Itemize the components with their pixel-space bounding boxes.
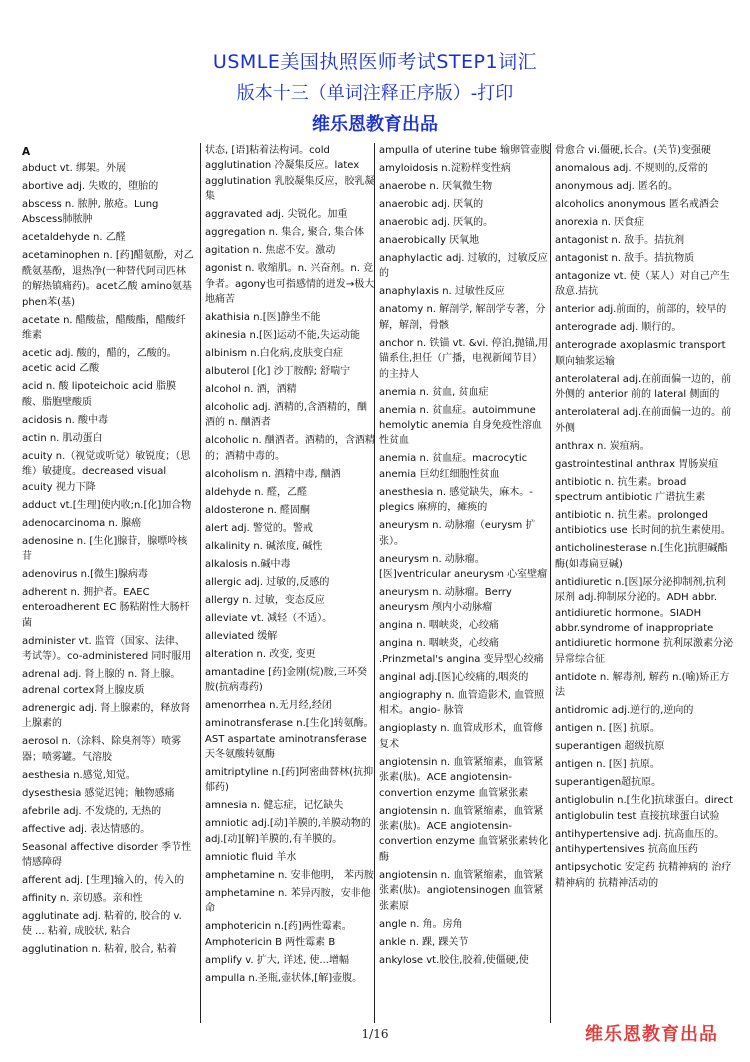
glossary-entry: antiglobulin n.[生化]抗球蛋白。direct antiglobulin test 直接抗球蛋白试验 [555,795,734,822]
glossary-column-1 [22,143,194,1023]
glossary-entry: angiotensin n. 血管紧缩素，血管紧张素(肽)。ACE angiotensin-convertion enzyme 血管紧张素转化酶 [379,805,549,863]
glossary-entry: Seasonal affective disorder 季节性情感障碍 [22,841,192,868]
glossary-entry: ankle n. 踝, 踝关节 [379,936,469,948]
glossary-entry: superantigen 超级抗原 [555,741,665,753]
glossary-entry: 骨愈合 vi.僵硬,长合。(关节)变强硬 [555,145,712,156]
glossary-entry: anterior adj.前面的，前部的，较早的 [555,304,727,316]
glossary-entry: adduct vt.[生理]使内收;n.[化]加合物 [22,499,192,511]
glossary-entry: anaphylaxis n. 过敏性反应 [379,286,505,298]
glossary-entry: anemia n. 贫血, 贫血症 [379,386,489,398]
glossary-entry: abscess n. 脓肿, 脓疮。Lung Abscess肺脓肿 [22,199,159,226]
glossary-entry: alcoholics anonymous 匿名戒酒会 [555,199,719,210]
glossary-entry: aerosol n.（涂料、除臭剂等）喷雾器；喷雾罐。气溶胶 [22,736,182,763]
glossary-entry: adenovirus n.[微生]腺病毒 [22,569,148,581]
glossary-entry: aggravated adj. 尖锐化。加重 [205,209,348,221]
glossary-entry: acidosis n. 酸中毒 [22,414,108,426]
glossary-entry: antipsychotic 安定药 抗精神病的 治疗精神病的 抗精神活动的 [555,862,732,889]
glossary-entry: amnesia n. 健忘症，记忆缺失 [205,800,344,812]
glossary-entry: alkalinity n. 碱浓度, 碱性 [205,540,323,552]
glossary-entry: anorexia n. 厌食症 [555,217,645,228]
glossary-entry: anaphylactic adj. 过敏的，过敏反应的 [379,253,548,280]
glossary-entry: adrenal adj. 肾上腺的 n. 肾上腺。adrenal cortex肾上腺皮质 [22,669,181,696]
glossary-entry: angina n. 咽峡炎，心绞痛 [379,620,499,632]
glossary-entry: angiography n. 血管造影术, 血管照相术。angio- 脉管 [379,689,545,717]
glossary-entry: anemia n. 贫血症。autoimmune hemolytic anemia 自身免疫性溶血性贫血 [379,404,542,447]
glossary-entry: alteration n. 改变, 变更 [205,648,316,660]
glossary-entry: adherent n. 拥护者。EAEC enteroadherent EC 肠粘附性大肠杆菌 [22,587,190,629]
glossary-entry: acuity n.（视觉或听觉）敏锐度；（思维）敏捷度。decreased visual acuity 视力下降 [22,450,191,493]
glossary-entry: aesthesia n.感觉,知觉。 [22,769,136,781]
glossary-entry: aneurysm n. 动脉瘤。[医]ventricular aneurysm 心室壁瘤 [379,553,548,581]
glossary-entry: amenorrhea n.无月经,经闭 [205,700,332,712]
glossary-entry: alkalosis n.碱中毒 [205,558,291,570]
glossary-entry: angle n. 角。房角 [379,918,463,930]
glossary-entry: anomalous adj. 不规则的,反常的 [555,163,708,174]
glossary-entry: alcohol n. 酒，酒精 [205,384,297,396]
glossary-entry: albuterol [化] 沙丁胺醇; 舒喘宁 [205,366,351,378]
glossary-columns [22,143,734,1023]
glossary-entry: acetate n. 醋酸盐，醋酸酯，醋酸纤维素 [22,314,186,342]
glossary-entry: antibiotic n. 抗生素。prolonged antibiotics use 长时间的抗生素使用。 [555,510,731,537]
glossary-entry: anatomy n. 解剖学, 解剖学专著，分解，解剖，骨骸 [379,304,546,331]
glossary-entry: adenosine n. [生化]腺苷，腺嘌呤核苷 [22,535,188,563]
glossary-entry: anterograde adj. 顺行的。 [555,322,682,334]
glossary-entry: gastrointestinal anthrax 胃肠炭疽 [555,458,719,470]
glossary-entry: anterolateral adj.在前面偏一边的，前外侧的 anterior 前的 lateral 侧面的 [555,373,732,401]
glossary-entry: alcoholic n. 酗酒者。酒精的，含酒精的；酒精中毒的。 [205,435,375,462]
glossary-entry: akathisia n.[医]静坐不能 [205,312,321,324]
glossary-entry: administer vt. 监管（国家、法律、考试等）。co-administered 同时服用 [22,635,192,663]
glossary-entry: amitriptyline n.[药]阿密曲替林(抗抑郁药) [205,767,374,794]
glossary-entry: afebrile adj. 不发烧的, 无热的 [22,805,162,817]
document-title: USMLE美国执照医师考试STEP1词汇 [212,51,538,73]
glossary-entry: acid n. 酸 lipoteichoic acid 脂膜酸、脂胞壁酸质 [22,381,177,408]
glossary-entry: amphetamine n. 安非他明， 苯丙胺 [205,869,374,881]
glossary-entry: alcoholic adj. 酒精的,含酒精的，酗酒的 n. 酗酒者 [205,402,368,429]
glossary-entry: anaerobe n. 厌氧微生物 [379,181,493,192]
glossary-entry: angiotensin n. 血管紧缩素，血管紧张素(肽)。angiotensinogen 血管紧张素原 [379,869,544,912]
glossary-entry: anonymous adj. 匿名的。 [555,181,679,192]
glossary-entry: amyloidosis n.淀粉样变性病 [379,163,511,174]
glossary-entry: antagonize vt. 使（某人）对自己产生敌意.拮抗 [555,271,730,298]
glossary-entry: superantigen超抗原。 [555,777,662,789]
glossary-entry: ampulla n.圣瓶,壶状体,[解]壶腹。 [205,972,363,984]
glossary-entry: acetaldehyde n. 乙醛 [22,232,126,244]
glossary-entry: acetaminophen n. [药]醋氨酚，对乙酰氨基酚，退热净(一种替代阿司匹林的解热镇痛药)。acet乙酸 amino氨基 phen苯(基) [22,250,194,308]
glossary-entry: adrenergic adj. 肾上腺素的，释放肾上腺素的 [22,702,191,730]
glossary-entry: aldehyde n. 醛，乙醛 [205,486,308,498]
glossary-entry: anginal adj.[医]心绞痛的,咽炎的 [379,671,529,683]
glossary-entry: dysesthesia 感觉迟钝；触物感痛 [22,787,175,799]
glossary-entry: anaerobic adj. 厌氧的。 [379,217,494,228]
glossary-entry: antigen n. [医] 抗原。 [555,723,660,735]
glossary-entry: anesthesia n. 感觉缺失，麻木。-plegics 麻痹的，瘫痪的 [379,486,533,514]
page-number: 1/16 [361,1027,389,1041]
glossary-entry: angiotensin n. 血管紧缩素，血管紧张素(肽)。ACE angiotensin-convertion enzyme 血管紧张素 [379,756,544,799]
glossary-entry: amplify v. 扩大, 详述, 使...增幅 [205,954,349,966]
glossary-entry: aggregation n. 集合, 聚合, 集合体 [205,227,365,239]
glossary-entry: actin n. 肌动蛋白 [22,432,103,444]
glossary-entry: antigen n. [医] 抗原。 [555,759,660,771]
glossary-column-3 [374,143,551,1023]
glossary-entry: affinity n. 亲切感。亲和性 [22,892,143,904]
glossary-entry: ampulla of uterine tube 输卵管壶腹 [379,145,551,156]
glossary-entry: agonist n. 收缩肌。n. 兴奋剂。n. 竞争者。agony也可指感情的迸发→极大地痛苦 [205,263,375,306]
glossary-entry: alleviated 缓解 [205,630,278,642]
glossary-entry: adenocarcinoma n. 腺癌 [22,517,142,529]
glossary-entry: ankylose vt.胶住,胶着,使僵硬,使 [379,954,529,966]
glossary-entry: antidiuretic n.[医]尿分泌抑制剂,抗利尿剂 adj.抑制尿分泌的。ADH abbr. antidiuretic hormone。SIADH abbr.syndrome of inappropriate antidiuretic hormone 抗利尿激素分泌异常综合征 [555,576,733,665]
glossary-entry: angina n. 咽峡炎，心绞痛 .Prinzmetal's angina 变异型心绞痛 [379,638,544,665]
glossary-entry: antidromic adj.逆行的,逆向的 [555,705,694,717]
glossary-entry: agglutination n. 粘着, 胶合, 粘着 [22,944,177,956]
glossary-entry: anticholinesterase n.[生化]抗胆碱酯酶(如毒扁豆碱) [555,543,728,570]
glossary-entry: anthrax n. 炭疽病。 [555,440,650,452]
glossary-entry: aneurysm n. 动脉瘤（eurysm 扩张）。 [379,520,536,547]
glossary-entry: amniotic fluid 羊水 [205,851,297,863]
glossary-column-4 [550,143,735,1023]
glossary-entry: afferent adj. [生理]输入的，传入的 [22,874,185,886]
glossary-entry: allergic adj. 过敏的,反感的 [205,576,330,588]
glossary-entry: anemia n. 贫血症。macrocytic anemia 巨幼红细胞性贫血 [379,453,528,480]
section-letter-heading: A [22,146,31,158]
glossary-entry: anterograde axoplasmic transport 顺向轴浆运输 [555,340,726,367]
glossary-entry: agglutinate adj. 粘着的, 胶合的 v. 使 ... 粘着, 成胶状, 粘合 [22,910,182,938]
glossary-entry: aldosterone n. 醛固酮 [205,504,311,516]
glossary-entry: albinism n.白化病,皮肤变白症 [205,348,343,360]
glossary-entry: amantadine [药]金刚(烷)胺,三环癸胺(抗病毒药) [205,666,367,694]
glossary-entry: anterolateral adj.在前面偏一边的。前外侧 [555,407,732,434]
glossary-entry: anaerobically 厌氧地 [379,235,480,246]
glossary-entry: antagonist n. 敌手。拮抗物质 [555,253,695,264]
glossary-entry: angioplasty n. 血管成形术，血管修复术 [379,723,543,750]
document-subtitle: 版本十三（单词注释正序版）-打印 [236,83,514,104]
glossary-column-2 [200,143,375,1023]
glossary-entry: amphotericin n.[药]两性霉素。Amphotericin B 两性霉素 B [205,921,352,948]
glossary-entry: aminotransferase n.[生化]转氨酶。AST aspartate aminotransferase 天冬氨酸转氨酶 [205,718,374,761]
publisher-line: 维乐恩教育出品 [312,114,438,135]
glossary-entry: alert adj. 警觉的。警戒 [205,522,313,534]
glossary-entry: abortive adj. 失败的，堕胎的 [22,181,159,192]
glossary-entry: agitation n. 焦虑不安。激动 [205,245,336,257]
glossary-entry: antagonist n. 敌手。拮抗剂 [555,235,685,246]
glossary-entry: acetic adj. 酸的，醋的，乙酸的。acetic acid 乙酸 [22,348,177,375]
glossary-entry: 状态, [语]粘着法构词。cold agglutination 冷凝集反应。latex agglutination 乳胶凝集反应，胶乳凝集 [205,145,375,203]
publisher-watermark: 维乐恩教育出品 [585,1024,718,1045]
glossary-entry: affective adj. 表达情感的。 [22,823,151,835]
glossary-entry: antibiotic n. 抗生素。broad spectrum antibiotic 广谱抗生素 [555,476,706,504]
glossary-entry: anaerobic adj. 厌氧的 [379,199,484,210]
glossary-entry: amphetamine n. 苯异丙胺，安非他命 [205,887,371,915]
glossary-entry: abduct vt. 绑架。外展 [22,163,126,174]
glossary-entry: antidote n. 解毒剂, 解药 n.(喻)矫正方法 [555,671,730,699]
glossary-entry: aneurysm n. 动脉瘤。Berry aneurysm 颅内小动脉瘤 [379,587,512,614]
glossary-entry: alleviate vt. 减轻（不适）。 [205,612,333,624]
glossary-entry: amniotic adj.[动]羊膜的,羊膜动物的 adj.[动][解]羊膜的,有羊膜的。 [205,818,371,845]
glossary-entry: anchor n. 铁锚 vt. &vi. 停泊,抛锚,用锚系住,担任（广播，电视新闻节目）的主持人 [379,337,548,380]
glossary-entry: antihypertensive adj. 抗高血压的。antihypertensives 抗高血压药 [555,828,725,856]
glossary-entry: allergy n. 过敏，变态反应 [205,594,325,606]
glossary-entry: alcoholism n. 酒精中毒, 酗酒 [205,468,341,480]
glossary-entry: akinesia n.[医]运动不能,失运动能 [205,330,360,342]
